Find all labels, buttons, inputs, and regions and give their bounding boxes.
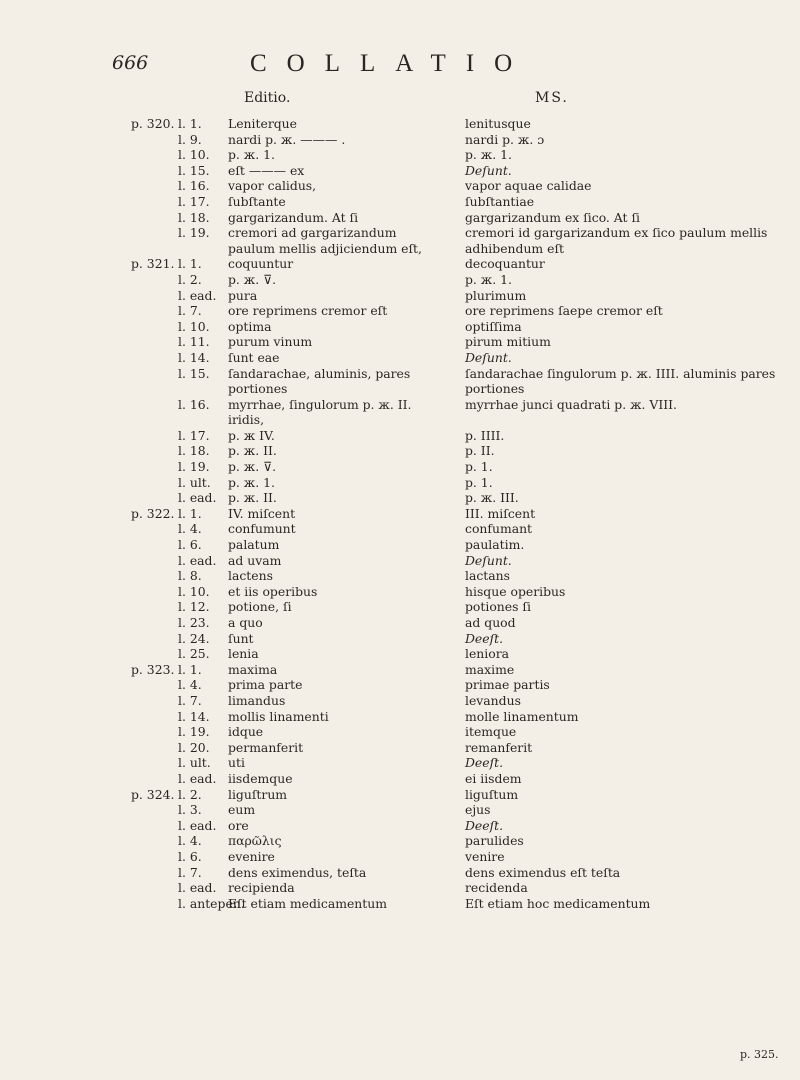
page-ref: p. 323. xyxy=(131,661,175,677)
edition-reading: ſubſtante xyxy=(228,193,286,209)
manuscript-reading: maxime xyxy=(465,661,515,677)
manuscript-reading: gargarizandum ex ſico. At ſi xyxy=(465,209,641,225)
edition-reading: lactens xyxy=(228,568,273,584)
line-ref: l. 3. xyxy=(178,802,202,818)
line-ref: l. 8. xyxy=(178,568,202,584)
manuscript-reading: paulatim. xyxy=(465,537,525,553)
line-ref: l. 1. xyxy=(178,661,202,677)
line-ref: l. ead. xyxy=(178,817,217,833)
collation-row xyxy=(0,210,800,226)
collation-row xyxy=(0,521,800,537)
collation-row xyxy=(0,833,800,849)
collation-row xyxy=(0,849,800,865)
manuscript-reading: p. IIII. xyxy=(465,427,505,443)
edition-reading: p. ж. ⊽. xyxy=(228,271,277,287)
edition-reading: limandus xyxy=(228,692,286,708)
manuscript-reading: cremori id gargarizandum ex ſico paulum mellis adhibendum eſt xyxy=(465,225,768,256)
line-ref: l. 10. xyxy=(178,147,210,163)
manuscript-reading: ſandarachae ſingulorum p. ж. IIII. aluminis pares portiones xyxy=(465,365,776,397)
edition-reading: lenia xyxy=(228,646,259,662)
edition-reading: p. ж. 1. xyxy=(228,474,275,490)
manuscript-reading: ad quod xyxy=(465,615,516,630)
line-ref: l. 24. xyxy=(178,630,210,646)
line-ref: l. 6. xyxy=(178,537,202,553)
collation-row xyxy=(0,288,800,304)
manuscript-reading: pirum mitium xyxy=(465,334,551,350)
line-ref: l. 1. xyxy=(178,505,202,521)
edition-reading: permanferit xyxy=(228,739,304,755)
edition-reading: recipienda xyxy=(228,880,295,896)
collation-row xyxy=(0,553,800,569)
collation-row xyxy=(0,709,800,725)
manuscript-reading: ei iisdem xyxy=(465,770,522,786)
line-ref: l. 19. xyxy=(178,459,210,475)
collation-row xyxy=(0,334,800,350)
page-title: COLLATIO xyxy=(250,50,533,77)
collation-row xyxy=(0,740,800,756)
collation-row xyxy=(0,475,800,491)
edition-reading: potione, ſi xyxy=(228,599,292,615)
edition-column-heading: Editio. xyxy=(244,90,291,106)
manuscript-reading: p. II. xyxy=(465,443,495,459)
line-ref: l. 16. xyxy=(178,396,210,412)
manuscript-reading: Deſunt. xyxy=(465,162,512,178)
line-ref: l. 19. xyxy=(178,724,210,740)
manuscript-reading: ſubſtantiae xyxy=(465,193,535,209)
manuscript-reading: p. ж. 1. xyxy=(465,271,512,287)
line-ref: l. 4. xyxy=(178,833,202,849)
collation-row xyxy=(0,303,800,319)
manuscript-reading: Deeſt. xyxy=(465,630,504,646)
manuscript-reading: Eſt etiam hoc medicamentum xyxy=(465,895,651,911)
collation-row xyxy=(0,116,800,132)
line-ref: l. ead. xyxy=(178,552,217,568)
line-ref: l. 7. xyxy=(178,303,202,319)
collation-row xyxy=(0,771,800,787)
collation-row xyxy=(0,631,800,647)
collation-row xyxy=(0,256,800,272)
line-ref: l. 1. xyxy=(178,116,202,131)
manuscript-reading: molle linamentum xyxy=(465,708,579,724)
manuscript-reading: lactans xyxy=(465,568,510,584)
edition-reading: prima parte xyxy=(228,677,303,693)
page-ref: p. 321. xyxy=(131,256,175,272)
line-ref: l. 18. xyxy=(178,209,210,225)
collation-row xyxy=(0,428,800,444)
manuscript-reading: lenitusque xyxy=(465,116,531,131)
collation-row xyxy=(0,662,800,678)
manuscript-reading: hisque operibus xyxy=(465,583,566,599)
page-ref: p. 322. xyxy=(131,505,175,521)
collation-row xyxy=(0,397,800,428)
edition-reading: eſt ——— ex xyxy=(228,162,305,178)
line-ref: l. 15. xyxy=(178,162,210,178)
manuscript-reading: parulides xyxy=(465,833,524,849)
manuscript-reading: p. ж. III. xyxy=(465,490,519,506)
collation-row xyxy=(0,802,800,818)
line-ref: l. ead. xyxy=(178,490,217,506)
edition-reading: παρῶλις xyxy=(228,833,282,849)
collation-table xyxy=(0,116,800,911)
manuscript-reading: Deſunt. xyxy=(465,552,512,568)
line-ref: l. 10. xyxy=(178,318,210,334)
line-ref: l. 16. xyxy=(178,178,210,194)
manuscript-reading: ore reprimens ſaepe cremor eſt xyxy=(465,303,663,319)
line-ref: l. 6. xyxy=(178,848,202,864)
collation-row xyxy=(0,319,800,335)
line-ref: l. ult. xyxy=(178,755,211,771)
line-ref: l. 11. xyxy=(178,334,210,350)
collation-row xyxy=(0,366,800,397)
line-ref: l. 12. xyxy=(178,599,210,615)
edition-reading: ſandarachae, aluminis, pares portiones xyxy=(228,365,411,397)
collation-row xyxy=(0,147,800,163)
edition-reading: gargarizandum. At ſi xyxy=(228,209,359,225)
manuscript-reading: III. miſcent xyxy=(465,505,536,521)
edition-reading: pura xyxy=(228,287,258,303)
edition-reading: a quo xyxy=(228,615,263,630)
manuscript-reading: venire xyxy=(465,848,505,864)
edition-reading: p. ж. II. xyxy=(228,490,277,506)
line-ref: l. 2. xyxy=(178,271,202,287)
edition-reading: ſunt xyxy=(228,630,254,646)
manuscript-reading: myrrhae junci quadrati p. ж. VIII. xyxy=(465,396,677,412)
edition-reading: evenire xyxy=(228,848,275,864)
manuscript-reading: remanferit xyxy=(465,739,533,755)
line-ref: l. 7. xyxy=(178,692,202,708)
page-number: 666 xyxy=(112,52,149,74)
line-ref: l. 14. xyxy=(178,349,210,365)
line-ref: l. 4. xyxy=(178,521,202,537)
manuscript-reading: liguſtum xyxy=(465,786,519,802)
manuscript-reading: Deſunt. xyxy=(465,349,512,365)
collation-row xyxy=(0,506,800,522)
line-ref: l. 9. xyxy=(178,131,202,147)
edition-reading: palatum xyxy=(228,537,280,553)
line-ref: l. 23. xyxy=(178,615,210,630)
collation-row xyxy=(0,865,800,881)
collation-row xyxy=(0,584,800,600)
manuscript-reading: decoquantur xyxy=(465,256,545,272)
collation-row xyxy=(0,677,800,693)
edition-reading: p. ж. II. xyxy=(228,443,277,459)
edition-reading: purum vinum xyxy=(228,334,313,350)
manuscript-reading: potiones ſi xyxy=(465,599,531,615)
collation-row xyxy=(0,350,800,366)
manuscript-reading: itemque xyxy=(465,724,517,740)
collation-row xyxy=(0,537,800,553)
edition-reading: confumunt xyxy=(228,521,296,537)
edition-reading: ore xyxy=(228,817,249,833)
collation-row xyxy=(0,599,800,615)
edition-reading: myrrhae, ſingulorum p. ж. II. iridis, xyxy=(228,396,412,428)
line-ref: l. 20. xyxy=(178,739,210,755)
collation-row xyxy=(0,693,800,709)
line-ref: l. 4. xyxy=(178,677,202,693)
edition-reading: IV. miſcent xyxy=(228,505,296,521)
manuscript-reading: ejus xyxy=(465,802,491,818)
edition-reading: mollis linamenti xyxy=(228,708,329,724)
collation-row xyxy=(0,724,800,740)
edition-reading: maxima xyxy=(228,661,278,677)
edition-reading: p. ж IV. xyxy=(228,427,275,443)
manuscript-reading: leniora xyxy=(465,646,510,662)
edition-reading: liguſtrum xyxy=(228,786,288,802)
edition-reading: ad uvam xyxy=(228,552,282,568)
manuscript-reading: p. 1. xyxy=(465,459,493,475)
collation-row xyxy=(0,132,800,148)
edition-reading: dens eximendus, teſta xyxy=(228,864,367,880)
catchword: p. 325. xyxy=(740,1048,779,1061)
manuscript-reading: plurimum xyxy=(465,287,527,303)
manuscript-reading: primae partis xyxy=(465,677,550,693)
edition-reading: cremori ad gargarizandum paulum mellis adjiciendum eſt, xyxy=(228,225,422,256)
collation-row xyxy=(0,568,800,584)
edition-reading: eum xyxy=(228,802,256,818)
manuscript-reading: optiſſima xyxy=(465,318,522,334)
edition-reading: p. ж. ⊽. xyxy=(228,459,277,475)
manuscript-reading: recidenda xyxy=(465,880,528,896)
manuscript-reading: Deeſt. xyxy=(465,755,504,771)
collation-row xyxy=(0,443,800,459)
manuscript-reading: p. ж. 1. xyxy=(465,147,512,163)
page-ref: p. 320. xyxy=(131,116,175,131)
running-header xyxy=(0,52,800,92)
collation-row xyxy=(0,880,800,896)
edition-reading: optima xyxy=(228,318,272,334)
line-ref: l. 18. xyxy=(178,443,210,459)
edition-reading: p. ж. 1. xyxy=(228,147,275,163)
edition-reading: et iis operibus xyxy=(228,583,318,599)
collation-row xyxy=(0,225,800,256)
collation-row xyxy=(0,163,800,179)
line-ref: l. 10. xyxy=(178,583,210,599)
collation-row xyxy=(0,896,800,912)
line-ref: l. ult. xyxy=(178,474,211,490)
manuscript-reading: nardi p. ж. ɔ xyxy=(465,131,545,147)
collation-row xyxy=(0,787,800,803)
edition-reading: ore reprimens cremor eſt xyxy=(228,303,388,319)
manuscript-reading: p. 1. xyxy=(465,474,493,490)
line-ref: l. 19. xyxy=(178,225,210,241)
edition-reading: vapor calidus, xyxy=(228,178,317,194)
line-ref: l. 17. xyxy=(178,427,210,443)
edition-reading: Eſt etiam medicamentum xyxy=(228,895,387,911)
line-ref: l. 17. xyxy=(178,193,210,209)
collation-row xyxy=(0,459,800,475)
line-ref: l. 7. xyxy=(178,864,202,880)
collation-row xyxy=(0,194,800,210)
edition-reading: iisdemque xyxy=(228,770,293,786)
line-ref: l. ead. xyxy=(178,287,217,303)
collation-row xyxy=(0,178,800,194)
page-ref: p. 324. xyxy=(131,786,175,802)
collation-row xyxy=(0,490,800,506)
collation-row xyxy=(0,818,800,834)
edition-reading: Leniterque xyxy=(228,116,297,131)
line-ref: l. antepen. xyxy=(178,895,245,911)
line-ref: l. 14. xyxy=(178,708,210,724)
manuscript-reading: Deeſt. xyxy=(465,817,504,833)
edition-reading: coquuntur xyxy=(228,256,294,272)
collation-row xyxy=(0,272,800,288)
collation-row xyxy=(0,615,800,631)
manuscript-reading: vapor aquae calidae xyxy=(465,178,592,194)
line-ref: l. 2. xyxy=(178,786,202,802)
manuscript-reading: levandus xyxy=(465,692,521,708)
manuscript-reading: dens eximendus eſt teſta xyxy=(465,864,621,880)
edition-reading: ſunt eae xyxy=(228,349,280,365)
line-ref: l. 15. xyxy=(178,365,210,381)
edition-reading: nardi p. ж. ——— . xyxy=(228,131,346,147)
edition-reading: uti xyxy=(228,755,245,771)
collation-row xyxy=(0,646,800,662)
line-ref: l. ead. xyxy=(178,880,217,896)
line-ref: l. ead. xyxy=(178,770,217,786)
line-ref: l. 1. xyxy=(178,256,202,272)
collation-row xyxy=(0,755,800,771)
edition-reading: idque xyxy=(228,724,264,740)
ms-column-heading: MS. xyxy=(535,90,569,106)
manuscript-reading: confumant xyxy=(465,521,533,537)
line-ref: l. 25. xyxy=(178,646,210,662)
